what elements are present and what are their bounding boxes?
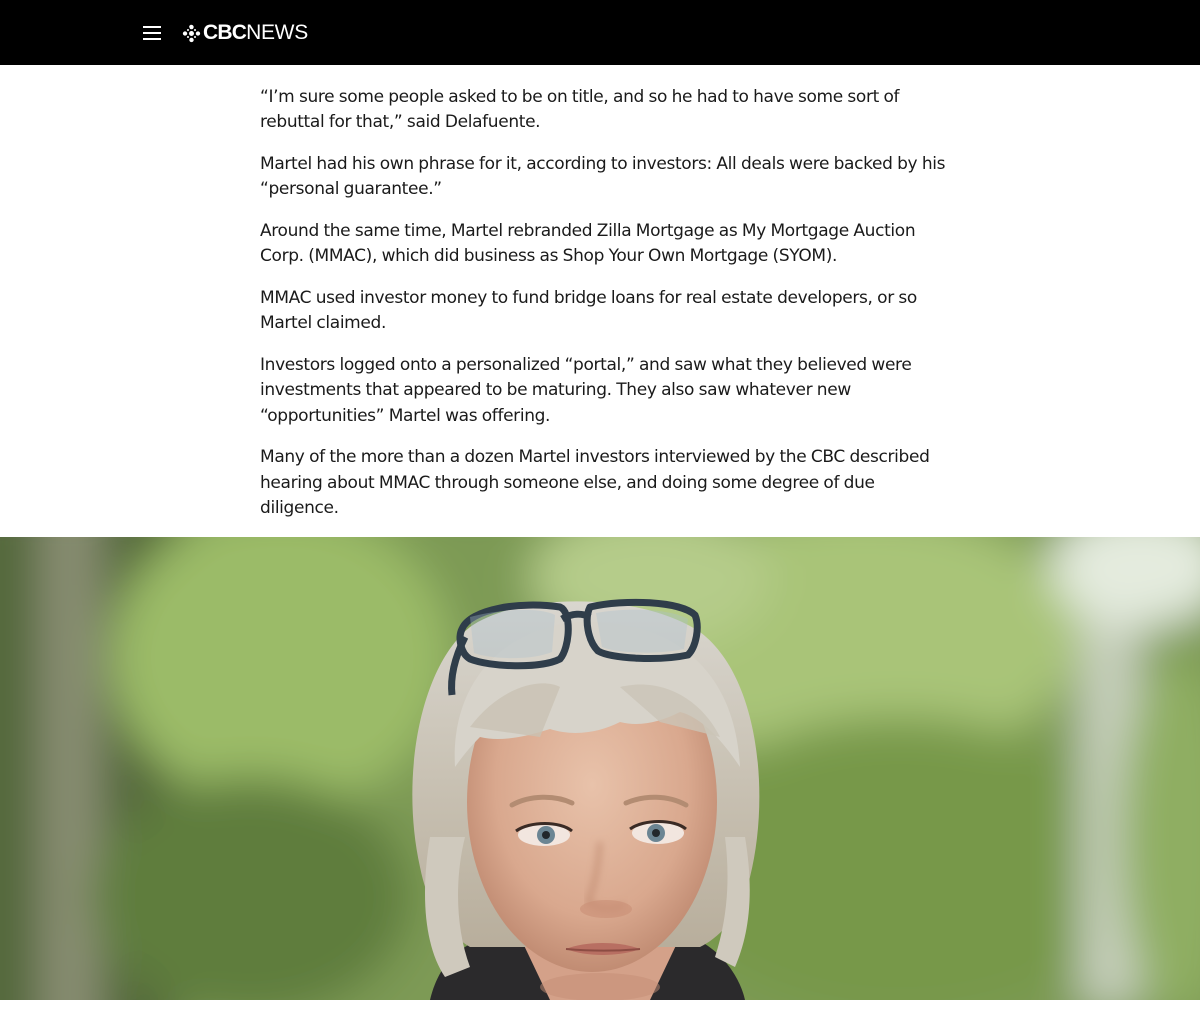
- logo-cbc-text: CBC: [203, 21, 247, 44]
- logo-news-text: NEWS: [246, 21, 308, 44]
- article-photo: [0, 537, 1200, 1000]
- portrait-photo: [0, 537, 1200, 1000]
- article-paragraph: “I’m sure some people asked to be on title, and so he had to have some sort of rebuttal for that,” said Delafuente.: [260, 86, 900, 132]
- cbc-gem-icon: [182, 24, 201, 43]
- article-text: [260, 43, 950, 537]
- article-paragraph: Investors logged onto a personalized “portal,” and saw what they believed were investments that appeared to be maturing. They also saw whatever new “opportunities” Martel was offering.: [260, 354, 912, 426]
- article-paragraph: MMAC used investor money to fund bridge loans for real estate developers, or so Martel claimed.: [260, 287, 917, 333]
- article-paragraph: Martel had his own phrase for it, according to investors: All deals were backed by his “personal guarantee.”: [260, 153, 946, 199]
- site-header: [0, 0, 1200, 65]
- hamburger-menu-icon[interactable]: [137, 18, 167, 48]
- article-paragraph: Around the same time, Martel rebranded Zilla Mortgage as My Mortgage Auction Corp. (MMAC), which did business as Shop Your Own Mortgage (SYOM).: [260, 220, 916, 266]
- article-paragraph: Many of the more than a dozen Martel investors interviewed by the CBC described hearing about MMAC through someone else, and doing some degree of due diligence.: [260, 447, 930, 518]
- cbc-news-logo[interactable]: [182, 20, 308, 46]
